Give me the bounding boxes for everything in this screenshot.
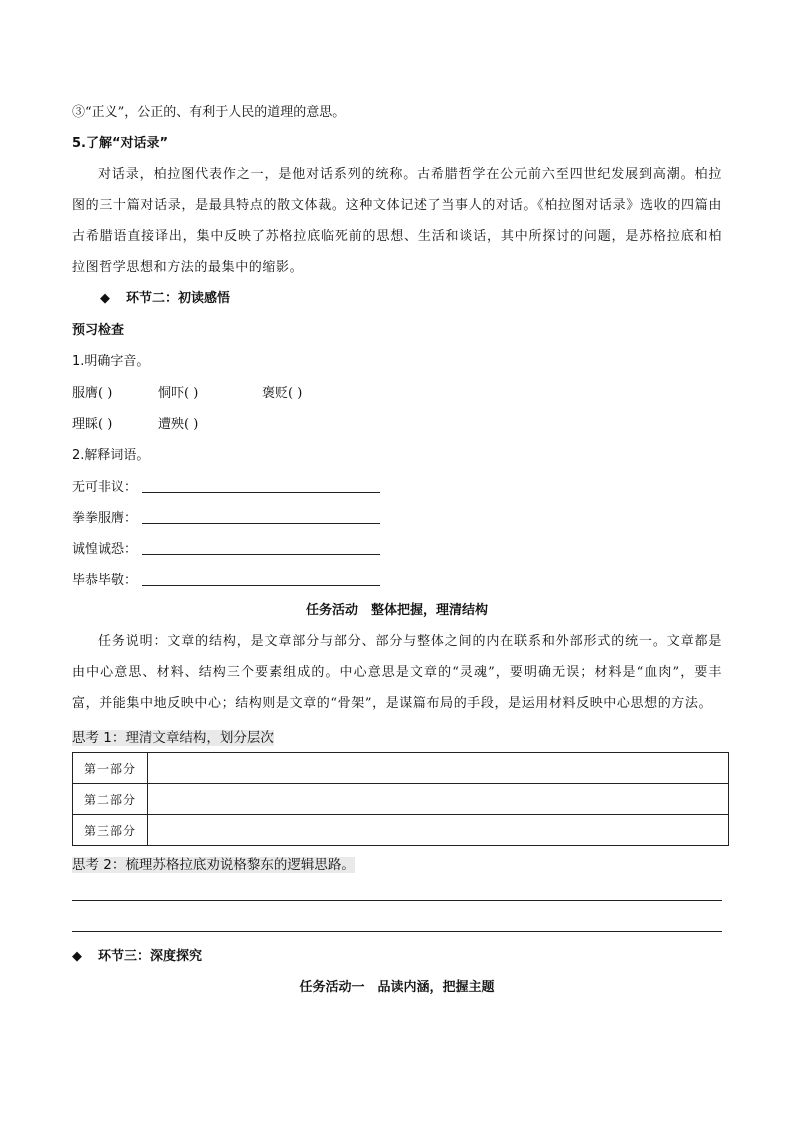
pron-blank[interactable]: ( ) bbox=[98, 386, 113, 401]
task-title: 任务活动 整体把握，理清结构 bbox=[305, 603, 488, 618]
stage-3-heading bbox=[72, 948, 202, 966]
diamond-bullet-icon: ◆ bbox=[100, 291, 110, 306]
answer-cell[interactable] bbox=[148, 753, 729, 784]
pron-item: 服膺( ) bbox=[72, 386, 113, 401]
answer-line[interactable] bbox=[142, 492, 380, 493]
task-1-title: 任务活动一 品读内涵，把握主题 bbox=[299, 980, 495, 995]
pron-blank[interactable]: ( ) bbox=[184, 386, 199, 401]
pron-item: 褒贬( ) bbox=[262, 386, 303, 401]
term-label: 诚惶诚恐： bbox=[72, 542, 138, 557]
term-label: 无可非议： bbox=[72, 480, 138, 495]
answer-line[interactable] bbox=[142, 554, 380, 555]
answer-cell[interactable] bbox=[148, 784, 729, 815]
stage-3-title: 环节三：深度探究 bbox=[98, 949, 203, 964]
answer-line[interactable] bbox=[72, 931, 722, 932]
table-row bbox=[73, 753, 729, 784]
preview-check-title: 预习检查 bbox=[72, 323, 125, 338]
term-label: 拳拳服膺： bbox=[72, 511, 138, 526]
q1-title: 1.明确字音。 bbox=[72, 354, 150, 369]
task-description: 任务说明：文章的结构，是文章部分与部分、部分与整体之间的内在联系和外部形式的统一。文章都是由中心意思、材料、结构三个要素组成的。中心意思是文章的“灵魂”，要明确无误；材料是“血肉”，要丰富，并能集中地反映中心；结构则是文章的“骨架”，是谋篇布局的手段，是运用材料反映中心思想的方法。 bbox=[72, 634, 722, 711]
term-label: 毕恭毕敬： bbox=[72, 573, 138, 588]
section-5-body: 对话录，柏拉图代表作之一，是他对话系列的统称。古希腊哲学在公元前六至四世纪发展到高潮。柏拉图的三十篇对话录，是最具特点的散文体裁。这种文体记述了当事人的对话。《柏拉图对话录》选收的四篇由古希腊语直接译出，集中反映了苏格拉底临死前的思想、生活和谈话，其中所探讨的问题，是苏格拉底和柏拉图哲学思想和方法的最集中的缩影。 bbox=[72, 167, 722, 275]
pron-blank[interactable]: ( ) bbox=[184, 417, 199, 432]
row-header: 第三部分 bbox=[73, 815, 148, 846]
answer-line[interactable] bbox=[142, 523, 380, 524]
table-row bbox=[73, 815, 729, 846]
table-row bbox=[73, 784, 729, 815]
q2-title: 2.解释词语。 bbox=[72, 448, 150, 463]
pron-item: 恫吓( ) bbox=[158, 386, 199, 401]
item-3-justice: ③“正义”，公正的、有利于人民的道理的意思。 bbox=[72, 105, 346, 120]
diamond-bullet-icon: ◆ bbox=[72, 949, 82, 964]
section-5-title: 5.了解“对话录” bbox=[72, 136, 169, 151]
stage-2-title: 环节二：初读感悟 bbox=[126, 291, 231, 306]
pron-item: 遭殃( ) bbox=[158, 417, 199, 432]
answer-cell[interactable] bbox=[148, 815, 729, 846]
row-header: 第一部分 bbox=[73, 753, 148, 784]
answer-line[interactable] bbox=[72, 900, 722, 901]
row-header: 第二部分 bbox=[73, 784, 148, 815]
answer-line[interactable] bbox=[142, 585, 380, 586]
pron-blank[interactable]: ( ) bbox=[288, 386, 303, 401]
pron-blank[interactable]: ( ) bbox=[98, 417, 113, 432]
think-1-prompt: 思考 1：理清文章结构，划分层次 bbox=[72, 730, 274, 746]
structure-table bbox=[72, 752, 729, 846]
pron-item: 理睬( ) bbox=[72, 417, 113, 432]
think-2-prompt: 思考 2：梳理苏格拉底劝说格黎东的逻辑思路。 bbox=[72, 857, 355, 873]
stage-2-heading bbox=[100, 290, 230, 308]
